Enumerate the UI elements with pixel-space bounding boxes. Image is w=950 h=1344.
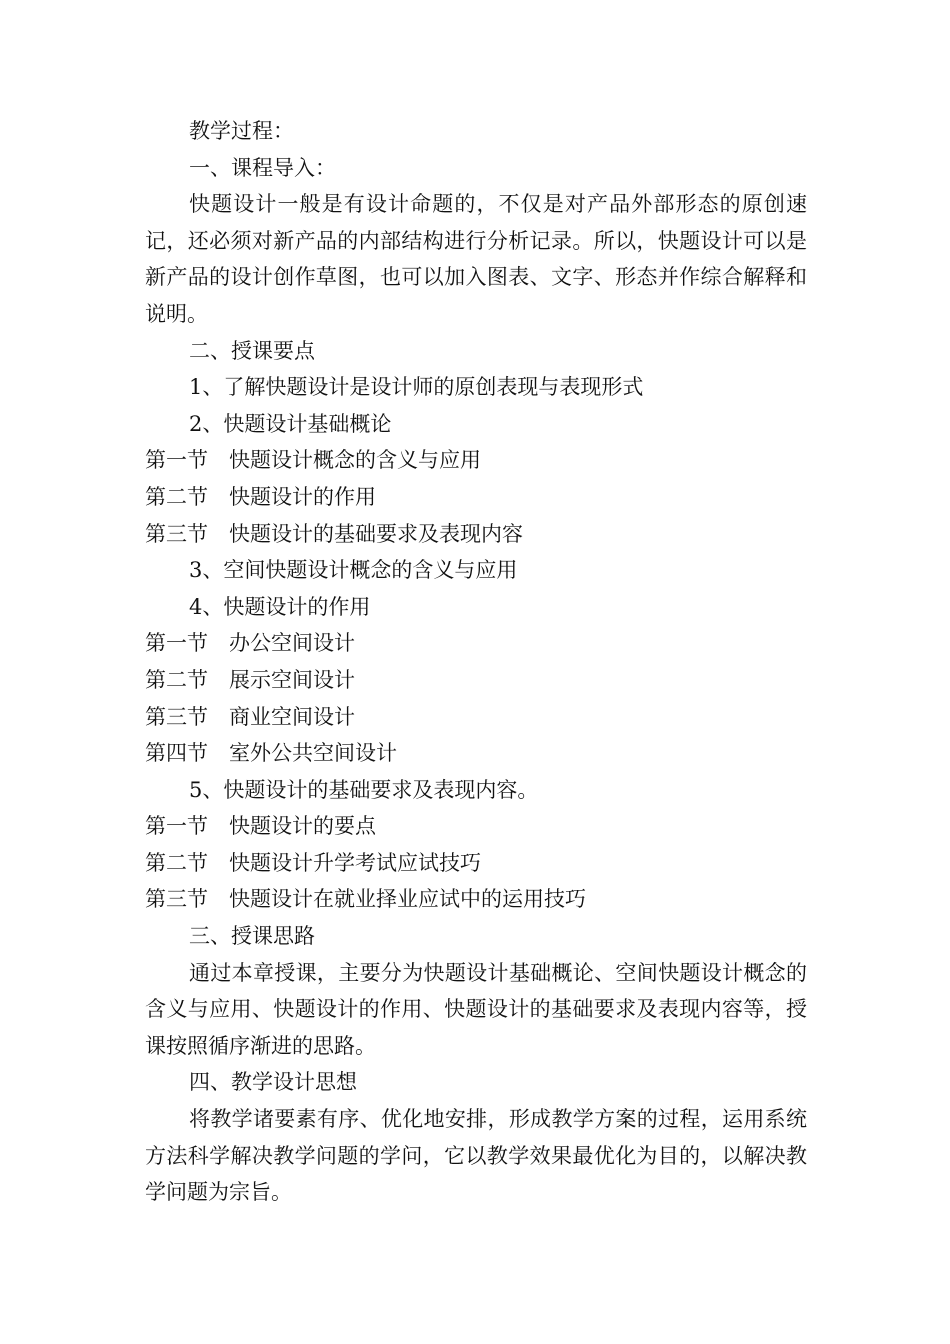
section-2-heading: 二、授课要点 bbox=[189, 338, 315, 363]
point-5-3: 第三节 快题设计在就业择业应试中的运用技巧 bbox=[145, 887, 586, 912]
section-1-heading: 一、课程导入： bbox=[189, 155, 336, 180]
point-5: 5、快题设计的基础要求及表现内容。 bbox=[189, 777, 539, 802]
point-5-2: 第二节 快题设计升学考试应试技巧 bbox=[145, 850, 481, 875]
point-3: 3、空间快题设计概念的含义与应用 bbox=[189, 558, 518, 583]
point-4-2: 第二节 展示空间设计 bbox=[145, 667, 355, 692]
intro-paragraph: 快题设计一般是有设计命题的，不仅是对产品外部形态的原创速记，还必须对新产品的内部结构进行分析记录。所以，快题设计可以是新产品的设计创作草图，也可以加入图表、文字、形态并作综合解释和说明。 bbox=[145, 192, 807, 326]
point-4-3: 第三节 商业空间设计 bbox=[145, 704, 355, 729]
point-2: 2、快题设计基础概论 bbox=[189, 411, 392, 436]
section-4-heading: 四、教学设计思想 bbox=[189, 1070, 357, 1095]
approach-paragraph: 通过本章授课，主要分为快题设计基础概论、空间快题设计概念的含义与应用、快题设计的作用、快题设计的基础要求及表现内容等，授课按照循序渐进的思路。 bbox=[145, 960, 807, 1058]
section-3-heading: 三、授课思路 bbox=[189, 924, 315, 949]
point-2-1: 第一节 快题设计概念的含义与应用 bbox=[145, 448, 481, 473]
process-heading: 教学过程： bbox=[189, 119, 294, 143]
point-2-3: 第三节 快题设计的基础要求及表现内容 bbox=[145, 521, 523, 546]
point-4-4: 第四节 室外公共空间设计 bbox=[145, 741, 397, 766]
point-5-1: 第一节 快题设计的要点 bbox=[145, 814, 376, 839]
point-4: 4、快题设计的作用 bbox=[189, 594, 371, 619]
design-paragraph: 将教学诸要素有序、优化地安排，形成教学方案的过程，运用系统方法科学解决教学问题的学问，它以教学效果最优化为目的，以解决教学问题为宗旨。 bbox=[145, 1107, 807, 1205]
point-4-1: 第一节 办公空间设计 bbox=[145, 631, 355, 656]
document-body bbox=[145, 113, 807, 1211]
point-1: 1、了解快题设计是设计师的原创表现与表现形式 bbox=[189, 375, 644, 400]
point-2-2: 第二节 快题设计的作用 bbox=[145, 484, 376, 509]
